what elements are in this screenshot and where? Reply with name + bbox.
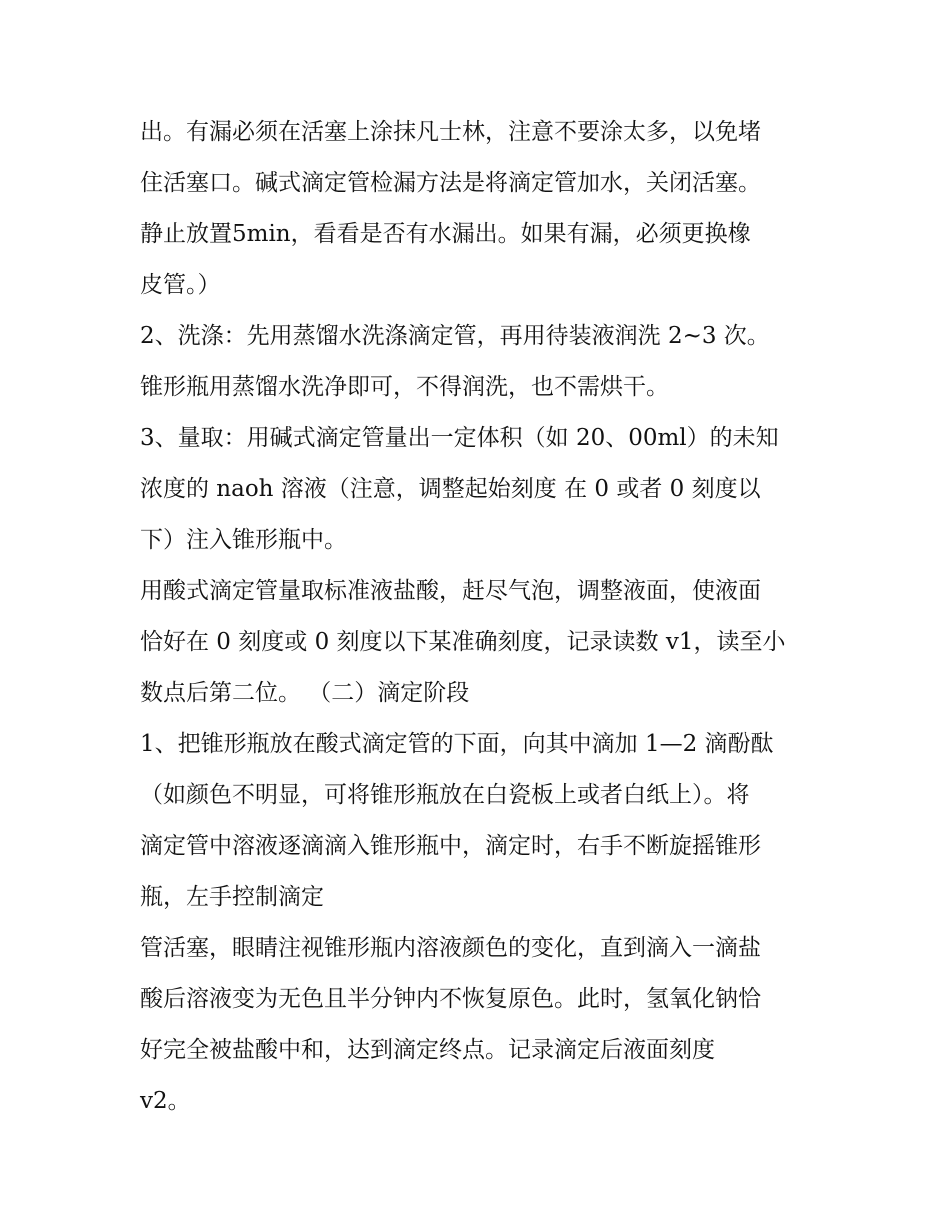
text-line: 用酸式滴定管量取标准液盐酸，赶尽气泡，调整液面，使液面 bbox=[140, 578, 761, 604]
text-line: 锥形瓶用蒸馏水洗净即可，不得润洗，也不需烘干。 bbox=[140, 374, 669, 400]
text-line: 管活塞，眼睛注视锥形瓶内溶液颜色的变化，直到滴入一滴盐 bbox=[140, 935, 761, 961]
text-line: 出。有漏必须在活塞上涂抹凡士林，注意不要涂太多，以免堵 bbox=[140, 119, 761, 145]
body-text bbox=[140, 107, 820, 1127]
text-line: 住活塞口。碱式滴定管检漏方法是将滴定管加水，关闭活塞。 bbox=[140, 170, 761, 196]
text-line: 恰好在 0 刻度或 0 刻度以下某准确刻度，记录读数 v1，读至小 bbox=[140, 629, 786, 655]
text-line: 下）注入锥形瓶中。 bbox=[140, 527, 347, 553]
text-line: 瓶，左手控制滴定 bbox=[140, 884, 324, 910]
text-line: 3、量取：用碱式滴定管量出一定体积（如 20、00ml）的未知 bbox=[140, 425, 779, 451]
text-line: 2、洗涤：先用蒸馏水洗涤滴定管，再用待装液润洗 2~3 次。 bbox=[140, 323, 770, 349]
text-line: v2。 bbox=[140, 1088, 191, 1114]
text-line: 浓度的 naoh 溶液（注意，调整起始刻度 在 0 或者 0 刻度以 bbox=[140, 476, 761, 502]
text-line: 酸后溶液变为无色且半分钟内不恢复原色。此时，氢氧化钠恰 bbox=[140, 986, 761, 1012]
text-line: 1、把锥形瓶放在酸式滴定管的下面，向其中滴加 1—2 滴酚酞 bbox=[140, 731, 774, 757]
text-line: （如颜色不明显，可将锥形瓶放在白瓷板上或者白纸上）。将 bbox=[140, 782, 750, 808]
text-line: 皮管。） bbox=[140, 272, 221, 298]
text-line: 好完全被盐酸中和，达到滴定终点。记录滴定后液面刻度 bbox=[140, 1037, 715, 1063]
text-line: 静止放置5min，看看是否有水漏出。如果有漏，必须更换橡 bbox=[140, 221, 751, 247]
text-line: 滴定管中溶液逐滴滴入锥形瓶中，滴定时，右手不断旋摇锥形 bbox=[140, 833, 761, 859]
text-line: 数点后第二位。 （二）滴定阶段 bbox=[140, 680, 470, 706]
